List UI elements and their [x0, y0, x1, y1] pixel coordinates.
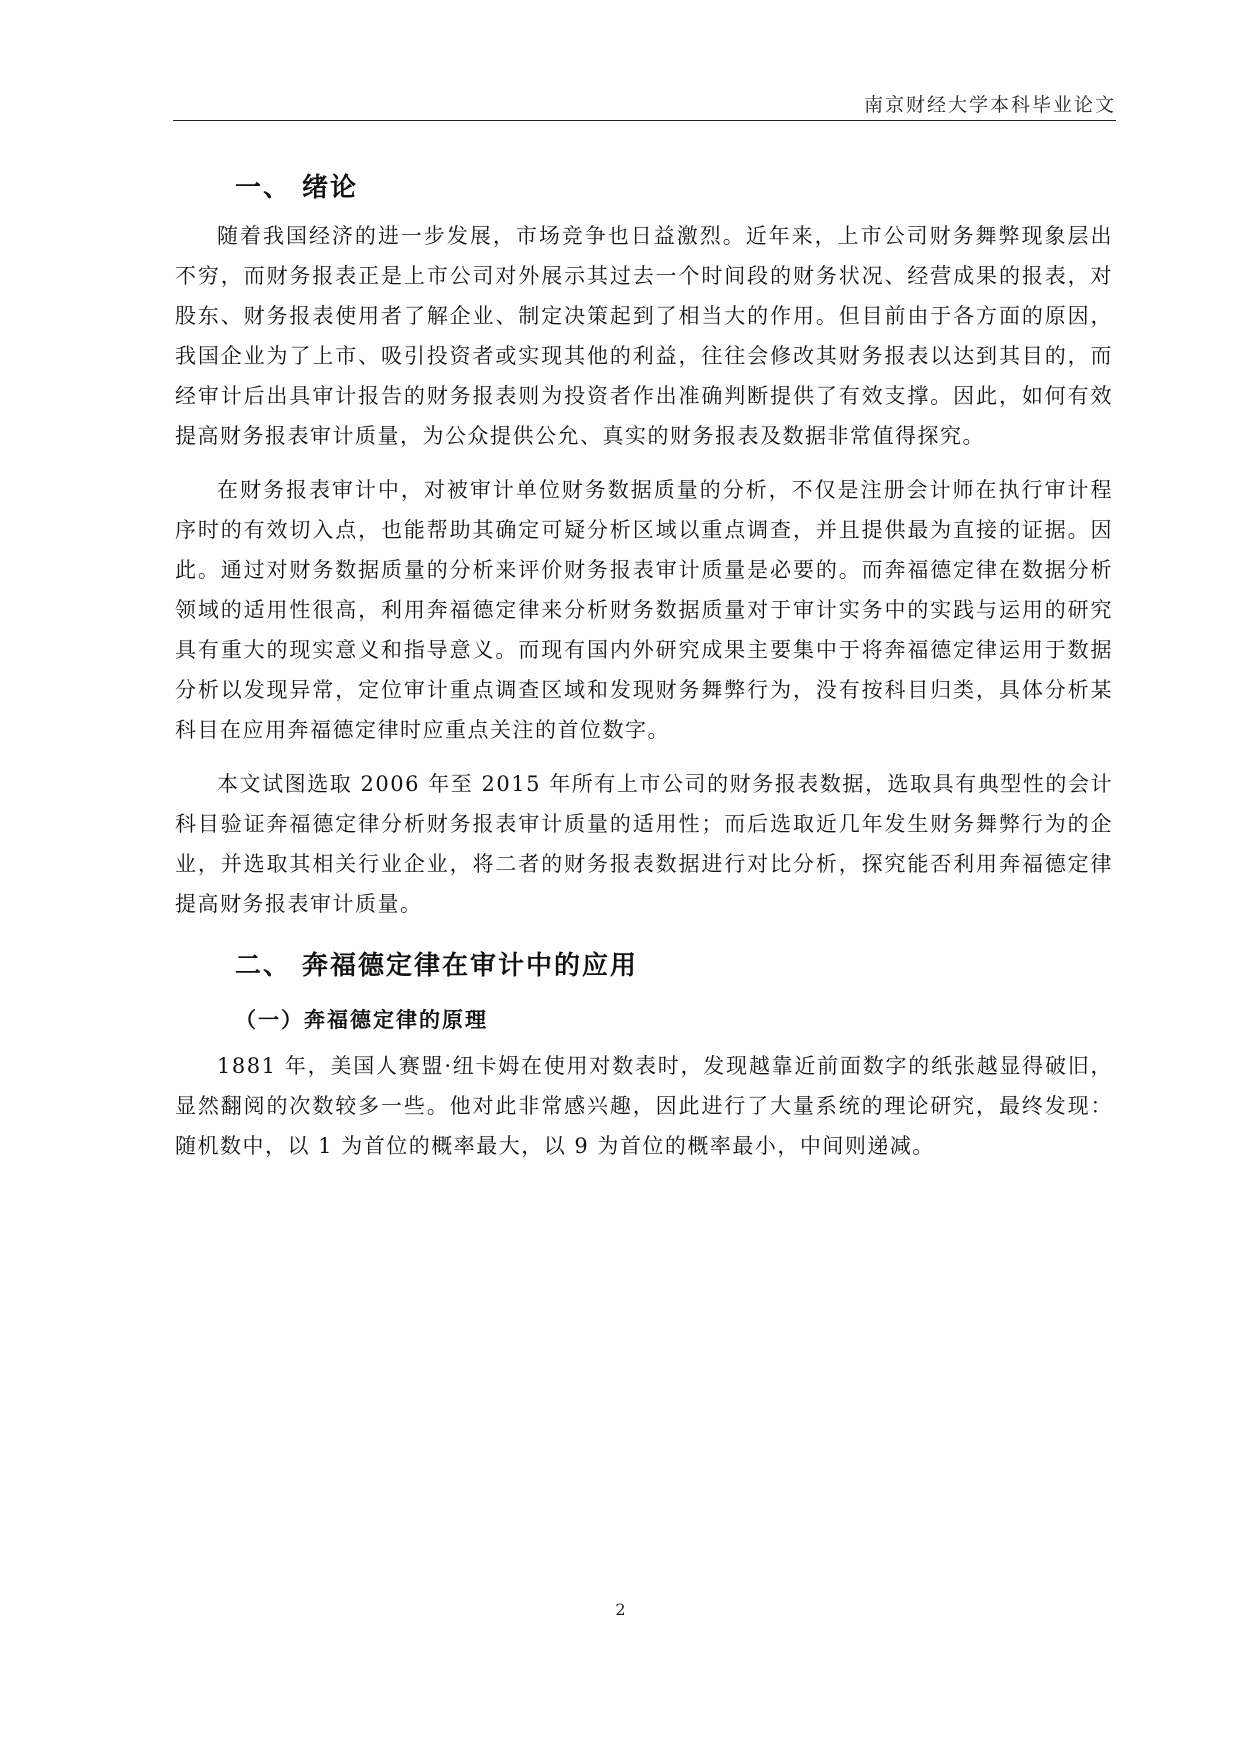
section-heading-benford-application: 二、 奔福德定律在审计中的应用	[235, 951, 639, 981]
running-header-title: 南京财经大学本科毕业论文	[863, 94, 1116, 116]
intro-paragraph-2: 在财务报表审计中，对被审计单位财务数据质量的分析，不仅是注册会计师在执行审计程序时的有效切入点，也能帮助其确定可疑分析区域以重点调查，并且提供最为直接的证据。因此。通过对财务数据质量的分析来评价财务报表审计质量是必要的。而奔福德定律在数据分析领域的适用性很高，利用奔福德定律来分析财务数据质量对于审计实务中的实践与运用的研究具有重大的现实意义和指导意义。而现有国内外研究成果主要集中于将奔福德定律运用于数据分析以发现异常，定位审计重点调查区域和发现财务舞弊行为，没有按科目归类，具体分析某科目在应用奔福德定律时应重点关注的首位数字。	[175, 478, 1113, 742]
header-divider	[173, 120, 1116, 121]
intro-paragraph-1: 随着我国经济的进一步发展，市场竞争也日益激烈。近年来，上市公司财务舞弊现象层出不穷，而财务报表正是上市公司对外展示其过去一个时间段的财务状况、经营成果的报表，对股东、财务报表使用者了解企业、制定决策起到了相当大的作用。但目前由于各方面的原因，我国企业为了上市、吸引投资者或实现其他的利益，往往会修改其财务报表以达到其目的，而经审计后出具审计报告的财务报表则为投资者作出准确判断提供了有效支撑。因此，如何有效提高财务报表审计质量，为公众提供公允、真实的财务报表及数据非常值得探究。	[175, 224, 1113, 448]
benford-paragraph-1: 1881 年，美国人赛盟·纽卡姆在使用对数表时，发现越靠近前面数字的纸张越显得破旧，显然翻阅的次数较多一些。他对此非常感兴趣，因此进行了大量系统的理论研究，最终发现：随机数中，以 1 为首位的概率最大，以 9 为首位的概率最小，中间则递减。	[175, 1054, 1113, 1158]
page-number: 2	[615, 1600, 626, 1619]
section-heading-introduction: 一、 绪论	[235, 173, 359, 203]
intro-paragraph-3: 本文试图选取 2006 年至 2015 年所有上市公司的财务报表数据，选取具有典型性的会计科目验证奔福德定律分析财务报表审计质量的适用性；而后选取近几年发生财务舞弊行为的企业，并选取其相关行业企业，将二者的财务报表数据进行对比分析，探究能否利用奔福德定律提高财务报表审计质量。	[175, 772, 1113, 916]
page-body	[175, 160, 1113, 1180]
subsection-heading-benford-principle: （一）奔福德定律的原理	[235, 1008, 488, 1032]
